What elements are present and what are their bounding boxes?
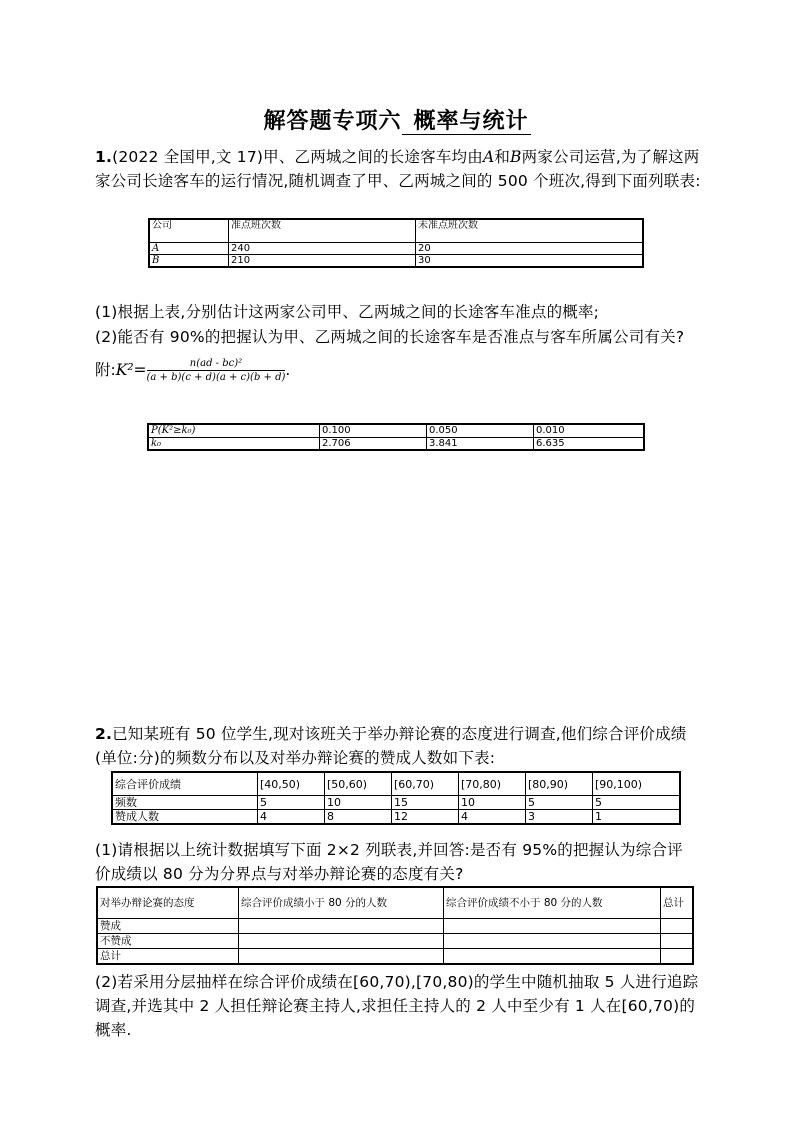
table-cell: 15 — [392, 796, 459, 810]
table-cell: A — [149, 243, 229, 255]
table-cell: 总计 — [97, 949, 239, 965]
var-b: B — [510, 148, 522, 166]
table-cell: 210 — [229, 255, 416, 268]
table-header: [90,100) — [593, 772, 681, 796]
company-table — [148, 218, 644, 268]
frequency-table — [111, 771, 681, 825]
table-cell: 4 — [459, 810, 526, 825]
question-1-source: (2022 全国甲,文 17) — [112, 148, 264, 166]
formula — [95, 358, 290, 383]
formula-fraction — [147, 358, 286, 383]
table-cell: 8 — [325, 810, 392, 825]
table-cell: P(K²≥k₀) — [148, 424, 320, 438]
question-2-text — [95, 722, 691, 770]
table-cell: 赞成人数 — [112, 810, 258, 825]
question-1-sub-2: (2)能否有 90%的把握认为甲、乙两城之间的长途客车是否准点与客车所属公司有关? — [95, 328, 685, 346]
table-cell: 4 — [258, 810, 325, 825]
title-main: 解答题专项六 — [263, 109, 402, 134]
table-header: 公司 — [149, 219, 229, 243]
table-cell: 5 — [258, 796, 325, 810]
table-cell — [239, 934, 444, 949]
table-cell — [239, 919, 444, 934]
table-cell — [661, 934, 694, 949]
table-row — [149, 255, 643, 268]
table-cell: 1 — [593, 810, 681, 825]
table-row — [97, 949, 693, 965]
table-cell: 12 — [392, 810, 459, 825]
table-row — [112, 796, 680, 810]
table-cell — [444, 919, 661, 934]
table-header: 未准点班次数 — [416, 219, 644, 243]
table-cell: 不赞成 — [97, 934, 239, 949]
table-row — [148, 424, 644, 438]
table-cell: 赞成 — [97, 919, 239, 934]
table-row — [148, 438, 644, 451]
question-1-sub-1: (1)根据上表,分别估计这两家公司甲、乙两城之间的长途客车准点的概率; — [95, 303, 600, 321]
table-cell: 频数 — [112, 796, 258, 810]
contingency-table — [96, 886, 694, 965]
question-2-sub-2: (2)若采用分层抽样在综合评价成绩在[60,70),[70,80)的学生中随机抽取 5 人进行追踪调查,并选其中 2 人担任辩论赛主持人,求担任主持人的 2 人中至少有 1 人在[60,70)的概率. — [95, 973, 699, 1039]
question-1-text-a: 甲、乙两城之间的长途客车均由 — [263, 148, 483, 166]
table-cell: 2.706 — [320, 438, 427, 451]
table-header-row — [97, 887, 693, 919]
table-cell: 10 — [325, 796, 392, 810]
table-row — [149, 243, 643, 255]
table-cell — [661, 949, 694, 965]
table-header: 对举办辩论赛的态度 — [97, 887, 239, 919]
table-cell: 240 — [229, 243, 416, 255]
formula-denominator: (a + b)(c + d)(a + c)(b + d) — [146, 372, 286, 383]
table-cell: 6.635 — [534, 438, 645, 451]
table-header-row — [149, 219, 643, 243]
formula-k2: K²= — [115, 361, 147, 379]
question-1-number: 1. — [95, 148, 113, 166]
table-cell: 5 — [526, 796, 593, 810]
table-header: [40,50) — [258, 772, 325, 796]
title-topic: 概率与统计 — [402, 109, 531, 135]
table-cell — [444, 949, 661, 965]
question-1-text-and: 和 — [494, 148, 511, 166]
table-cell — [661, 919, 694, 934]
table-cell: 3.841 — [427, 438, 534, 451]
table-row — [112, 810, 680, 825]
table-cell: 20 — [416, 243, 644, 255]
table-cell: 0.010 — [534, 424, 645, 438]
question-1-text-b: 两家公司运营,为了解这两家公司长途客车的运行情况,随机调查了甲、乙两城之间的 500 个班次,得到下面列联表: — [95, 148, 701, 190]
table-header: 综合评价成绩小于 80 分的人数 — [239, 887, 444, 919]
formula-prefix: 附: — [95, 361, 116, 379]
table-header: [50,60) — [325, 772, 392, 796]
table-header: 综合评价成绩不小于 80 分的人数 — [444, 887, 661, 919]
table-header: [70,80) — [459, 772, 526, 796]
table-cell: 3 — [526, 810, 593, 825]
critical-value-table — [147, 423, 645, 451]
table-cell: 30 — [416, 255, 644, 268]
formula-suffix: . — [285, 361, 291, 379]
table-header: [80,90) — [526, 772, 593, 796]
table-cell: 0.100 — [320, 424, 427, 438]
question-2-body: 已知某班有 50 位学生,现对该班关于举办辩论赛的态度进行调查,他们综合评价成绩(单位:分)的频数分布以及对举办辩论赛的赞成人数如下表: — [95, 725, 687, 767]
table-row — [97, 934, 693, 949]
table-cell: 5 — [593, 796, 681, 810]
table-cell: 10 — [459, 796, 526, 810]
var-a: A — [482, 148, 495, 166]
table-cell — [444, 934, 661, 949]
table-header: 总计 — [661, 887, 694, 919]
table-header: 准点班次数 — [229, 219, 416, 243]
table-cell: k₀ — [148, 438, 320, 451]
question-2-sub-1: (1)请根据以上统计数据填写下面 2×2 列联表,并回答:是否有 95%的把握认为综合评价成绩以 80 分为分界点与对举办辩论赛的态度有关? — [95, 841, 683, 883]
table-cell — [239, 949, 444, 965]
table-header: [60,70) — [392, 772, 459, 796]
question-1-text — [95, 145, 705, 193]
table-header-row — [112, 772, 680, 796]
table-cell: 0.050 — [427, 424, 534, 438]
formula-numerator: n(ad - bc)² — [147, 358, 286, 371]
table-header: 综合评价成绩 — [112, 772, 258, 796]
page-title — [0, 104, 794, 135]
question-2-number: 2. — [95, 725, 113, 743]
table-row — [97, 919, 693, 934]
table-cell: B — [149, 255, 229, 268]
